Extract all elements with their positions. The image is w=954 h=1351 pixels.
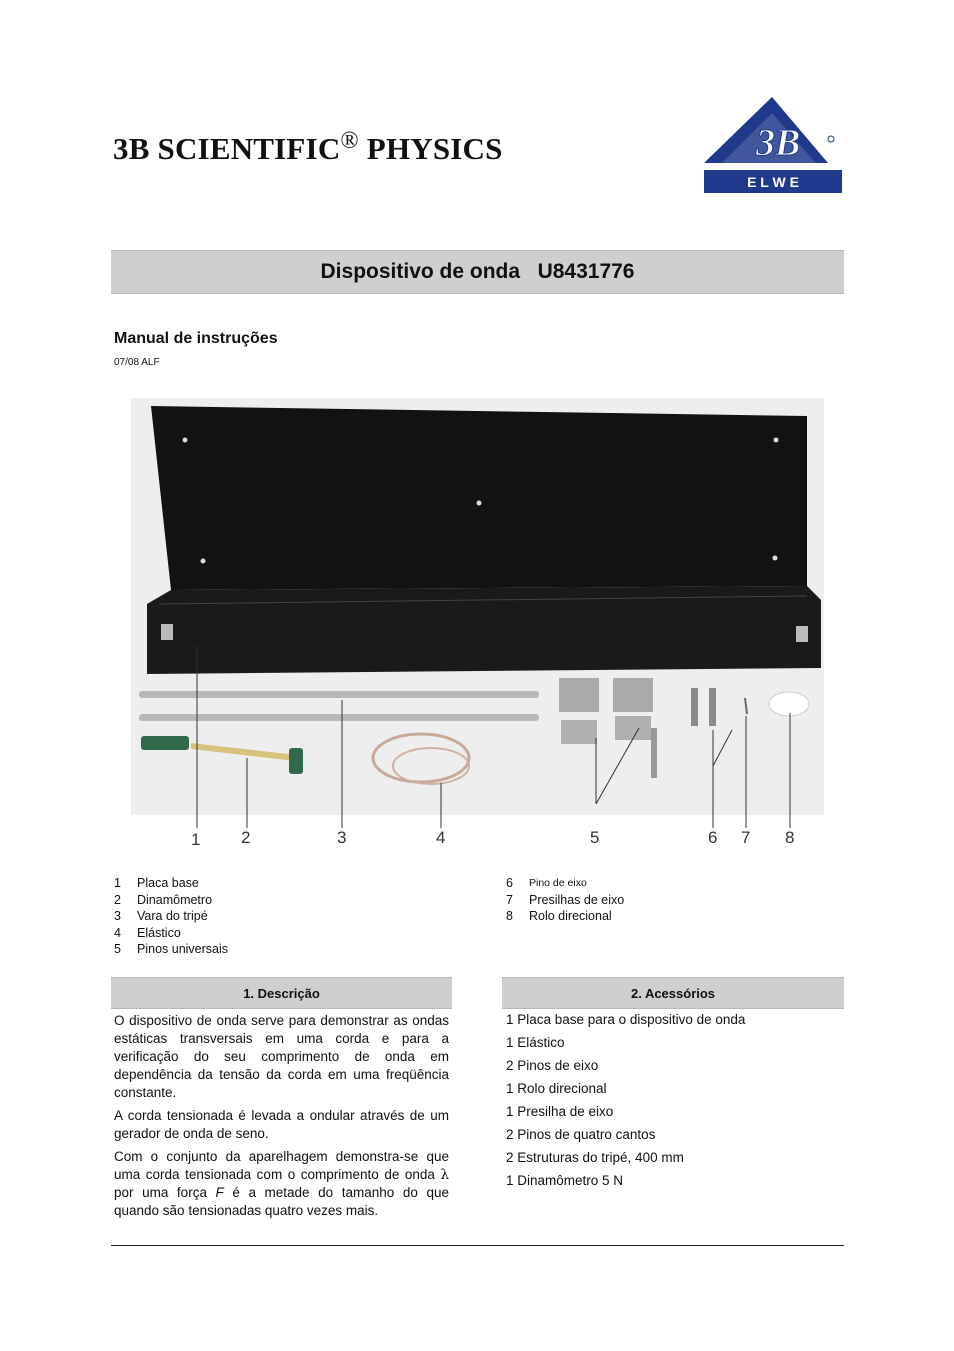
callout-6: 6 (708, 828, 718, 847)
legend-item: 2 Dinamômetro (114, 892, 213, 907)
accessory-item: 1 Dinamômetro 5 N (506, 1173, 624, 1188)
callout-3: 3 (337, 828, 347, 847)
description-paragraph: Com o conjunto da aparelhagem demonstra-se que uma corda tensionada com o comprimento de onda λ por uma força F é a metade do tamanho do que quando são tensionadas quatro vezes mais. (114, 1149, 449, 1218)
brand-suffix: PHYSICS (358, 131, 503, 166)
title-bar (111, 250, 844, 294)
legend-item: 8 Rolo direcional (506, 909, 612, 923)
callout-2: 2 (241, 828, 251, 847)
accessory-item: 1 Presilha de eixo (506, 1104, 614, 1119)
callout-7: 7 (741, 828, 751, 847)
footer-rule (111, 1245, 844, 1246)
legend-item: 3 Vara do tripé (114, 909, 208, 923)
product-code: U8431776 (537, 260, 635, 283)
registered-mark: ® (340, 128, 359, 154)
callout-8: 8 (785, 828, 795, 847)
legend-item: 6 Pino de eixo (506, 876, 587, 890)
section-description-header: 1. Descrição (111, 977, 452, 1009)
logo-subtext: E L W E (747, 174, 799, 190)
accessories-list (506, 1011, 836, 1195)
callout-5: 5 (590, 828, 600, 847)
logo-letters: 3B (756, 122, 801, 164)
brand-heading (113, 128, 503, 167)
callout-1: 1 (191, 830, 201, 849)
section-accessories-header: 2. Acessórios (502, 977, 844, 1009)
accessory-item: 1 Elástico (506, 1035, 565, 1050)
legend-item: 5 Pinos universais (114, 942, 229, 956)
description-paragraph: O dispositivo de onda serve para demonstrar as ondas estáticas transversais em uma corda e para a verificação do seu comprimento de onda em dependência da tensão da corda em uma freqüência constante. (114, 1013, 449, 1100)
photo-callouts (131, 398, 824, 858)
description-paragraph: A corda tensionada é levada a ondular através de um gerador de onda de seno. (114, 1108, 449, 1141)
legend-item: 1 Placa base (114, 876, 199, 890)
legend-right (506, 875, 624, 925)
accessory-item: 2 Pinos de eixo (506, 1058, 599, 1073)
brand-name: 3B SCIENTIFIC (113, 131, 341, 166)
accessory-item: 1 Rolo direcional (506, 1081, 607, 1096)
accessory-item: 2 Pinos de quatro cantos (506, 1127, 656, 1142)
manual-date: 07/08 ALF (114, 357, 160, 368)
manual-title: Manual de instruções (114, 330, 278, 347)
description-text (114, 1012, 449, 1225)
accessory-item: 2 Estruturas do tripé, 400 mm (506, 1150, 684, 1165)
legend-item: 7 Presilhas de eixo (506, 892, 625, 907)
legend-left (114, 875, 228, 958)
accessory-item: 1 Placa base para o dispositivo de onda (506, 1012, 746, 1027)
product-name: Dispositivo de onda (320, 260, 521, 283)
legend-item: 4 Elástico (114, 925, 181, 940)
callout-4: 4 (436, 828, 446, 847)
3b-elwe-logo (700, 93, 842, 195)
